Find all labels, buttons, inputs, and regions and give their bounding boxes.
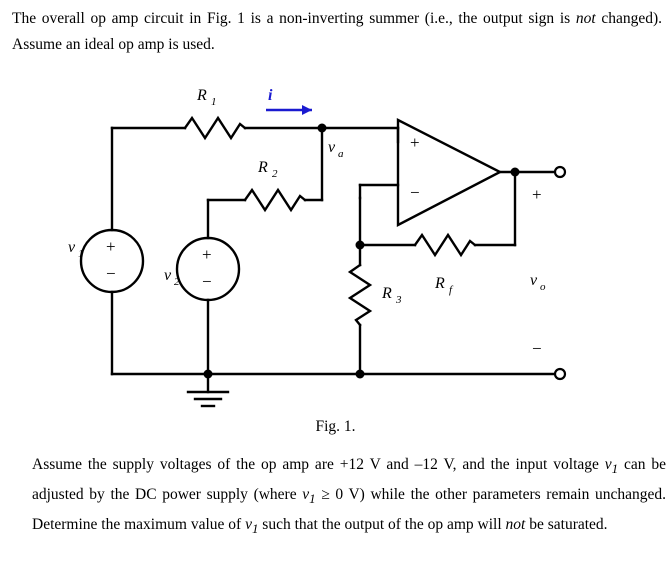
closing-paragraph — [32, 452, 666, 542]
label-v2-sub: 2 — [174, 276, 180, 288]
current-arrow-group — [266, 105, 312, 115]
node-ground-dot — [204, 370, 213, 379]
junction-dots — [204, 124, 520, 379]
label-r3: R — [382, 285, 392, 302]
node-va-dot — [318, 124, 327, 133]
closing-line-3: other parameters remain unchanged. Determine the maximum value of $v_1$ such — [32, 486, 666, 537]
source-v2-plus-sign: + — [202, 245, 212, 264]
closing-line-1: Assume the supply voltages of the op amp are +12 V and –12 V, and the input — [32, 456, 548, 473]
output-terminals — [555, 167, 565, 379]
label-v1-sub: 1 — [78, 248, 84, 260]
circuit-svg — [60, 80, 640, 410]
label-r1: R — [197, 87, 207, 104]
current-arrow-head — [302, 105, 312, 115]
label-va: v — [328, 139, 336, 156]
label-rf-sub: f — [449, 284, 453, 296]
closing-italic-not: not — [505, 516, 526, 534]
opamp-minus-sign: − — [410, 183, 420, 202]
label-r3-sub: 3 — [396, 294, 402, 306]
label-r2-sub: 2 — [272, 168, 278, 180]
source-v1-plus-sign: + — [106, 237, 116, 256]
closing-line-4-suffix: be saturated. — [525, 516, 608, 534]
resistor-r2 — [245, 190, 305, 210]
label-vo-sub: o — [540, 281, 546, 293]
label-r2: R — [258, 159, 268, 176]
opamp-plus-sign: + — [410, 133, 420, 152]
intro-line-2-suffix: changed). Assume an ideal op amp is used. — [12, 10, 662, 53]
label-current-i: i — [268, 87, 273, 104]
terminal-output-negative — [555, 369, 565, 379]
label-va-sub: a — [338, 148, 344, 160]
intro-line-2-prefix: is — [559, 10, 576, 27]
closing-line-2: voltage $v_1$ can be adjusted by the DC power supply (where $v_1 \ge 0$ V) while the — [32, 456, 667, 507]
label-rf: R — [435, 275, 445, 292]
intro-line-1: The overall op amp circuit in Fig. 1 is a non-inverting summer (i.e., the output sign — [12, 10, 555, 27]
resistor-r3 — [350, 265, 370, 325]
terminal-output-positive — [555, 167, 565, 177]
label-r1-sub: 1 — [211, 96, 217, 108]
intro-italic-not: not — [575, 10, 596, 27]
node-feedback-dot — [356, 241, 365, 250]
circuit-diagram — [60, 80, 640, 410]
resistor-rf — [415, 235, 475, 255]
node-r3-ground-dot — [356, 370, 365, 379]
intro-paragraph — [12, 6, 662, 58]
source-v1-minus-sign: − — [106, 264, 116, 283]
resistor-r1 — [185, 118, 245, 138]
source-v2-minus-sign: − — [202, 272, 212, 291]
label-v1: v — [68, 239, 76, 256]
output-minus-sign: − — [532, 339, 542, 358]
label-v2: v — [164, 267, 172, 284]
label-vo: v — [530, 272, 538, 289]
closing-line-4-prefix: that the output of the op amp will — [294, 516, 506, 534]
output-plus-sign: + — [532, 185, 542, 204]
node-output-dot — [511, 168, 520, 177]
figure-caption: Fig. 1. — [315, 418, 356, 435]
